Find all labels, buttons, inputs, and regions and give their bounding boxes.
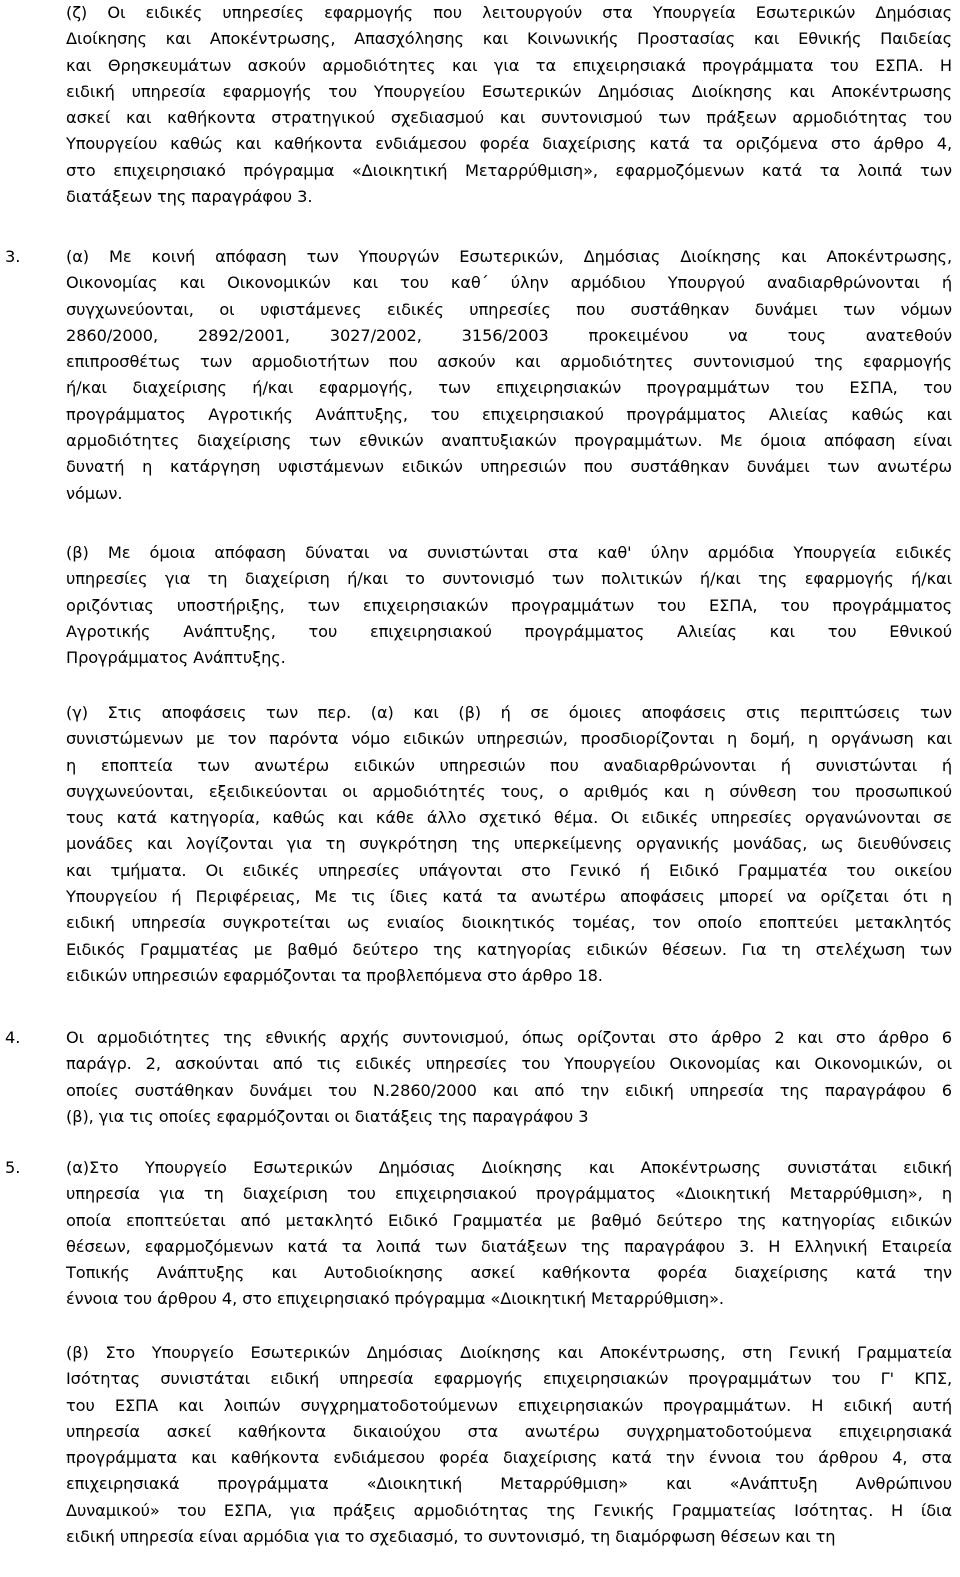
text-line: συγχωνεύονται, οι υφιστάμενες ειδικές υπηρεσίες που συστάθηκαν δυνάμει των νόμων xyxy=(66,299,952,319)
text-line: ειδική υπηρεσία συγκροτείται ως ενιαίος διοικητικός τομέας, τον οποίο εποπτεύει μετακλητός xyxy=(66,913,952,933)
text-line: υπηρεσίες για τη διαχείριση ή/και το συντονισμό των πολιτικών ή/και της εφαρμογής ή/και xyxy=(66,569,952,589)
text-line: συνιστώμενων με τον παρόντα νόμο ειδικών υπηρεσιών, προσδιορίζονται η δομή, η οργάνωση και xyxy=(66,729,952,749)
paragraph-p5a xyxy=(66,1155,952,1313)
text-line: νόμων. xyxy=(66,483,123,503)
text-line: τους κατά κατηγορία, καθώς και κάθε άλλο σχετικό θέμα. Οι ειδικές υπηρεσίες οργανώνονται σε xyxy=(66,808,952,828)
paragraph-number: 4. xyxy=(5,1028,21,1047)
text-line: στο επιχειρησιακό πρόγραμμα «Διοικητική Μεταρρύθμιση», εφαρμοζόμενων κατά τα λοιπά των xyxy=(66,160,952,180)
text-line: οποία εποπτεύεται από μετακλητό Ειδικό Γραμματέα με βαθμό δεύτερο της κατηγορίας ειδικών xyxy=(66,1210,952,1230)
text-line: παράγρ. 2, ασκούνται από τις ειδικές υπηρεσίες του Υπουργείου Οικονομίας και Οικονομικών, οι xyxy=(66,1054,952,1074)
text-line: Αγροτικής Ανάπτυξης, του επιχειρησιακού προγράμματος Αλιείας και του Εθνικού xyxy=(66,621,952,641)
text-line: επιπροσθέτως των αρμοδιοτήτων που ασκούν και αρμοδιότητες συντονισμού της εφαρμογής xyxy=(66,352,952,372)
paragraph-number: 5. xyxy=(5,1158,21,1177)
text-line: του ΕΣΠΑ και λοιπών συγχρηματοδοτούμενων επιχειρησιακών προγραμμάτων. Η ειδική αυτή xyxy=(66,1395,952,1415)
text-line: προγράμματος Αγροτικής Ανάπτυξης, του επιχειρησιακού προγράμματος Αλιείας καθώς και xyxy=(66,404,952,424)
text-line: (β), για τις οποίες εφαρμόζονται οι διατάξεις της παραγράφου 3 xyxy=(66,1106,589,1126)
text-line: Υπουργείου καθώς και καθήκοντα ενδιάμεσου φορέα διαχείρισης κατά τα οριζόμενα στο άρθρο 4, xyxy=(66,134,952,154)
text-line: ειδική υπηρεσία είναι αρμόδια για το σχεδιασμό, το συντονισμό, τη διαμόρφωση θέσεων και τη xyxy=(66,1527,836,1547)
text-line: Οικονομίας και Οικονομικών και του καθ΄ ύλην αρμόδιου Υπουργού αναδιαρθρώνονται ή xyxy=(66,273,952,293)
text-line: (ζ) Οι ειδικές υπηρεσίες εφαρμογής που λειτουργούν στα Υπουργεία Εσωτερικών Δημόσιας xyxy=(66,3,952,22)
text-line: οριζόντιας υποστήριξης, των επιχειρησιακών προγραμμάτων του ΕΣΠΑ, του προγράμματος xyxy=(66,595,952,615)
text-line: (α) Με κοινή απόφαση των Υπουργών Εσωτερικών, Δημόσιας Διοίκησης και Αποκέντρωσης, xyxy=(66,247,952,266)
text-line: (α)Στο Υπουργείο Εσωτερικών Δημόσιας Διοίκησης και Αποκέντρωσης συνιστάται ειδική xyxy=(66,1158,952,1177)
text-line: (γ) Στις αποφάσεις των περ. (α) και (β) ή σε όμοιες αποφάσεις στις περιπτώσεις των xyxy=(66,703,952,722)
text-line: ασκεί και καθήκοντα στρατηγικού σχεδιασμού και συντονισμού των πράξεων αρμοδιότητας του xyxy=(66,108,952,128)
paragraph-p3c xyxy=(66,700,952,989)
paragraph-p3b xyxy=(66,540,952,671)
text-line: Δυναμικού» του ΕΣΠΑ, για πράξεις αρμοδιότητας της Γενικής Γραμματείας Ισότητας. Η ίδια xyxy=(66,1500,952,1520)
text-line: 2860/2000, 2892/2001, 3027/2002, 3156/2003 προκειμένου να τους ανατεθούν xyxy=(66,325,952,345)
text-line: συγχωνεύονται, εξειδικεύονται οι αρμοδιότητές τους, ο αριθμός και η σύνθεση του προσωπικού xyxy=(66,781,952,801)
text-line: Προγράμματος Ανάπτυξης. xyxy=(66,648,286,668)
paragraph-p5b xyxy=(66,1340,952,1550)
text-line: διατάξεων της παραγράφου 3. xyxy=(66,187,313,207)
text-line: ειδικών υπηρεσιών εφαρμόζονται τα προβλεπόμενα στο άρθρο 18. xyxy=(66,965,603,985)
text-line: υπηρεσία για τη διαχείριση του επιχειρησιακού προγράμματος «Διοικητική Μεταρρύθμιση», η xyxy=(66,1184,952,1204)
text-line: Τοπικής Ανάπτυξης και Αυτοδιοίκησης ασκεί καθήκοντα φορέα διαχείρισης κατά την xyxy=(66,1263,952,1283)
text-line: ειδική υπηρεσία εφαρμογής του Υπουργείου Εσωτερικών Δημόσιας Διοίκησης και Αποκέντρωσης xyxy=(66,81,952,101)
text-line: η εποπτεία των ανωτέρω ειδικών υπηρεσιών που αναδιαρθρώνονται ή συνιστώνται ή xyxy=(66,755,952,775)
text-line: και Θρησκευμάτων ασκούν αρμοδιότητες και για τα επιχειρησιακά προγράμματα του ΕΣΠΑ. Η xyxy=(66,55,952,75)
text-line: Διοίκησης και Αποκέντρωσης, Απασχόλησης και Κοινωνικής Προστασίας και Εθνικής Παιδείας xyxy=(66,29,952,49)
paragraph-p4 xyxy=(66,1025,952,1130)
paragraph-number: 3. xyxy=(5,247,21,266)
paragraph-zeta xyxy=(66,0,952,210)
text-line: Ισότητας συνιστάται ειδική υπηρεσία εφαρμογής επιχειρησιακών προγραμμάτων του Γ' ΚΠΣ, xyxy=(66,1369,952,1389)
text-line: δυνατή η κατάργηση υφιστάμενων ειδικών υπηρεσιών που συστάθηκαν δυνάμει των ανωτέρω xyxy=(66,457,952,477)
text-line: ή/και διαχείρισης ή/και εφαρμογής, των επιχειρησιακών προγραμμάτων του ΕΣΠΑ, του xyxy=(66,378,952,398)
text-line: επιχειρησιακά προγράμματα «Διοικητική Μεταρρύθμιση» και «Ανάπτυξη Ανθρώπινου xyxy=(66,1474,952,1494)
text-line: (β) Στο Υπουργείο Εσωτερικών Δημόσιας Διοίκησης και Αποκέντρωσης, στη Γενική Γραμματεία xyxy=(66,1343,952,1362)
text-line: (β) Με όμοια απόφαση δύναται να συνιστώνται στα καθ' ύλην αρμόδια Υπουργεία ειδικές xyxy=(66,543,952,562)
text-line: και τμήματα. Οι ειδικές υπηρεσίες υπάγονται στο Γενικό ή Ειδικό Γραμματέα του οικείου xyxy=(66,860,952,880)
text-line: έννοια του άρθρου 4, στο επιχειρησιακό πρόγραμμα «Διοικητική Μεταρρύθμιση». xyxy=(66,1289,724,1309)
text-line: θέσεων, εφαρμοζόμενων κατά τα λοιπά των διατάξεων της παραγράφου 3. Η Ελληνική Εταιρεία xyxy=(66,1236,952,1256)
text-line: μονάδες και λογίζονται για τη συγκρότηση της υπερκείμενης οργανικής μονάδας, ως διευθύνσεις xyxy=(66,834,952,854)
paragraph-p3a xyxy=(66,244,952,507)
text-line: οποίες συστάθηκαν δυνάμει του Ν.2860/2000 και από την ειδική υπηρεσία της παραγράφου 6 xyxy=(66,1080,952,1100)
text-line: αρμοδιότητες διαχείρισης των εθνικών αναπτυξιακών προγραμμάτων. Με όμοια απόφαση είναι xyxy=(66,431,952,451)
text-line: υπηρεσία ασκεί καθήκοντα δικαιούχου στα ανωτέρω συγχρηματοδοτούμενα επιχειρησιακά xyxy=(66,1421,952,1441)
text-line: προγράμματα και καθήκοντα ενδιάμεσου φορέα διαχείρισης κατά την έννοια του άρθρου 4, στα xyxy=(66,1448,952,1468)
text-line: Ειδικός Γραμματέας με βαθμό δεύτερο της κατηγορίας ειδικών θέσεων. Για τη στελέχωση των xyxy=(66,939,952,959)
text-line: Υπουργείου ή Περιφέρειας, Με τις ίδιες κατά τα ανωτέρω αποφάσεις μπορεί να ορίζεται ότι η xyxy=(66,887,952,907)
text-line: Οι αρμοδιότητες της εθνικής αρχής συντονισμού, όπως ορίζονται στο άρθρο 2 και στο άρθρο 6 xyxy=(66,1028,952,1047)
